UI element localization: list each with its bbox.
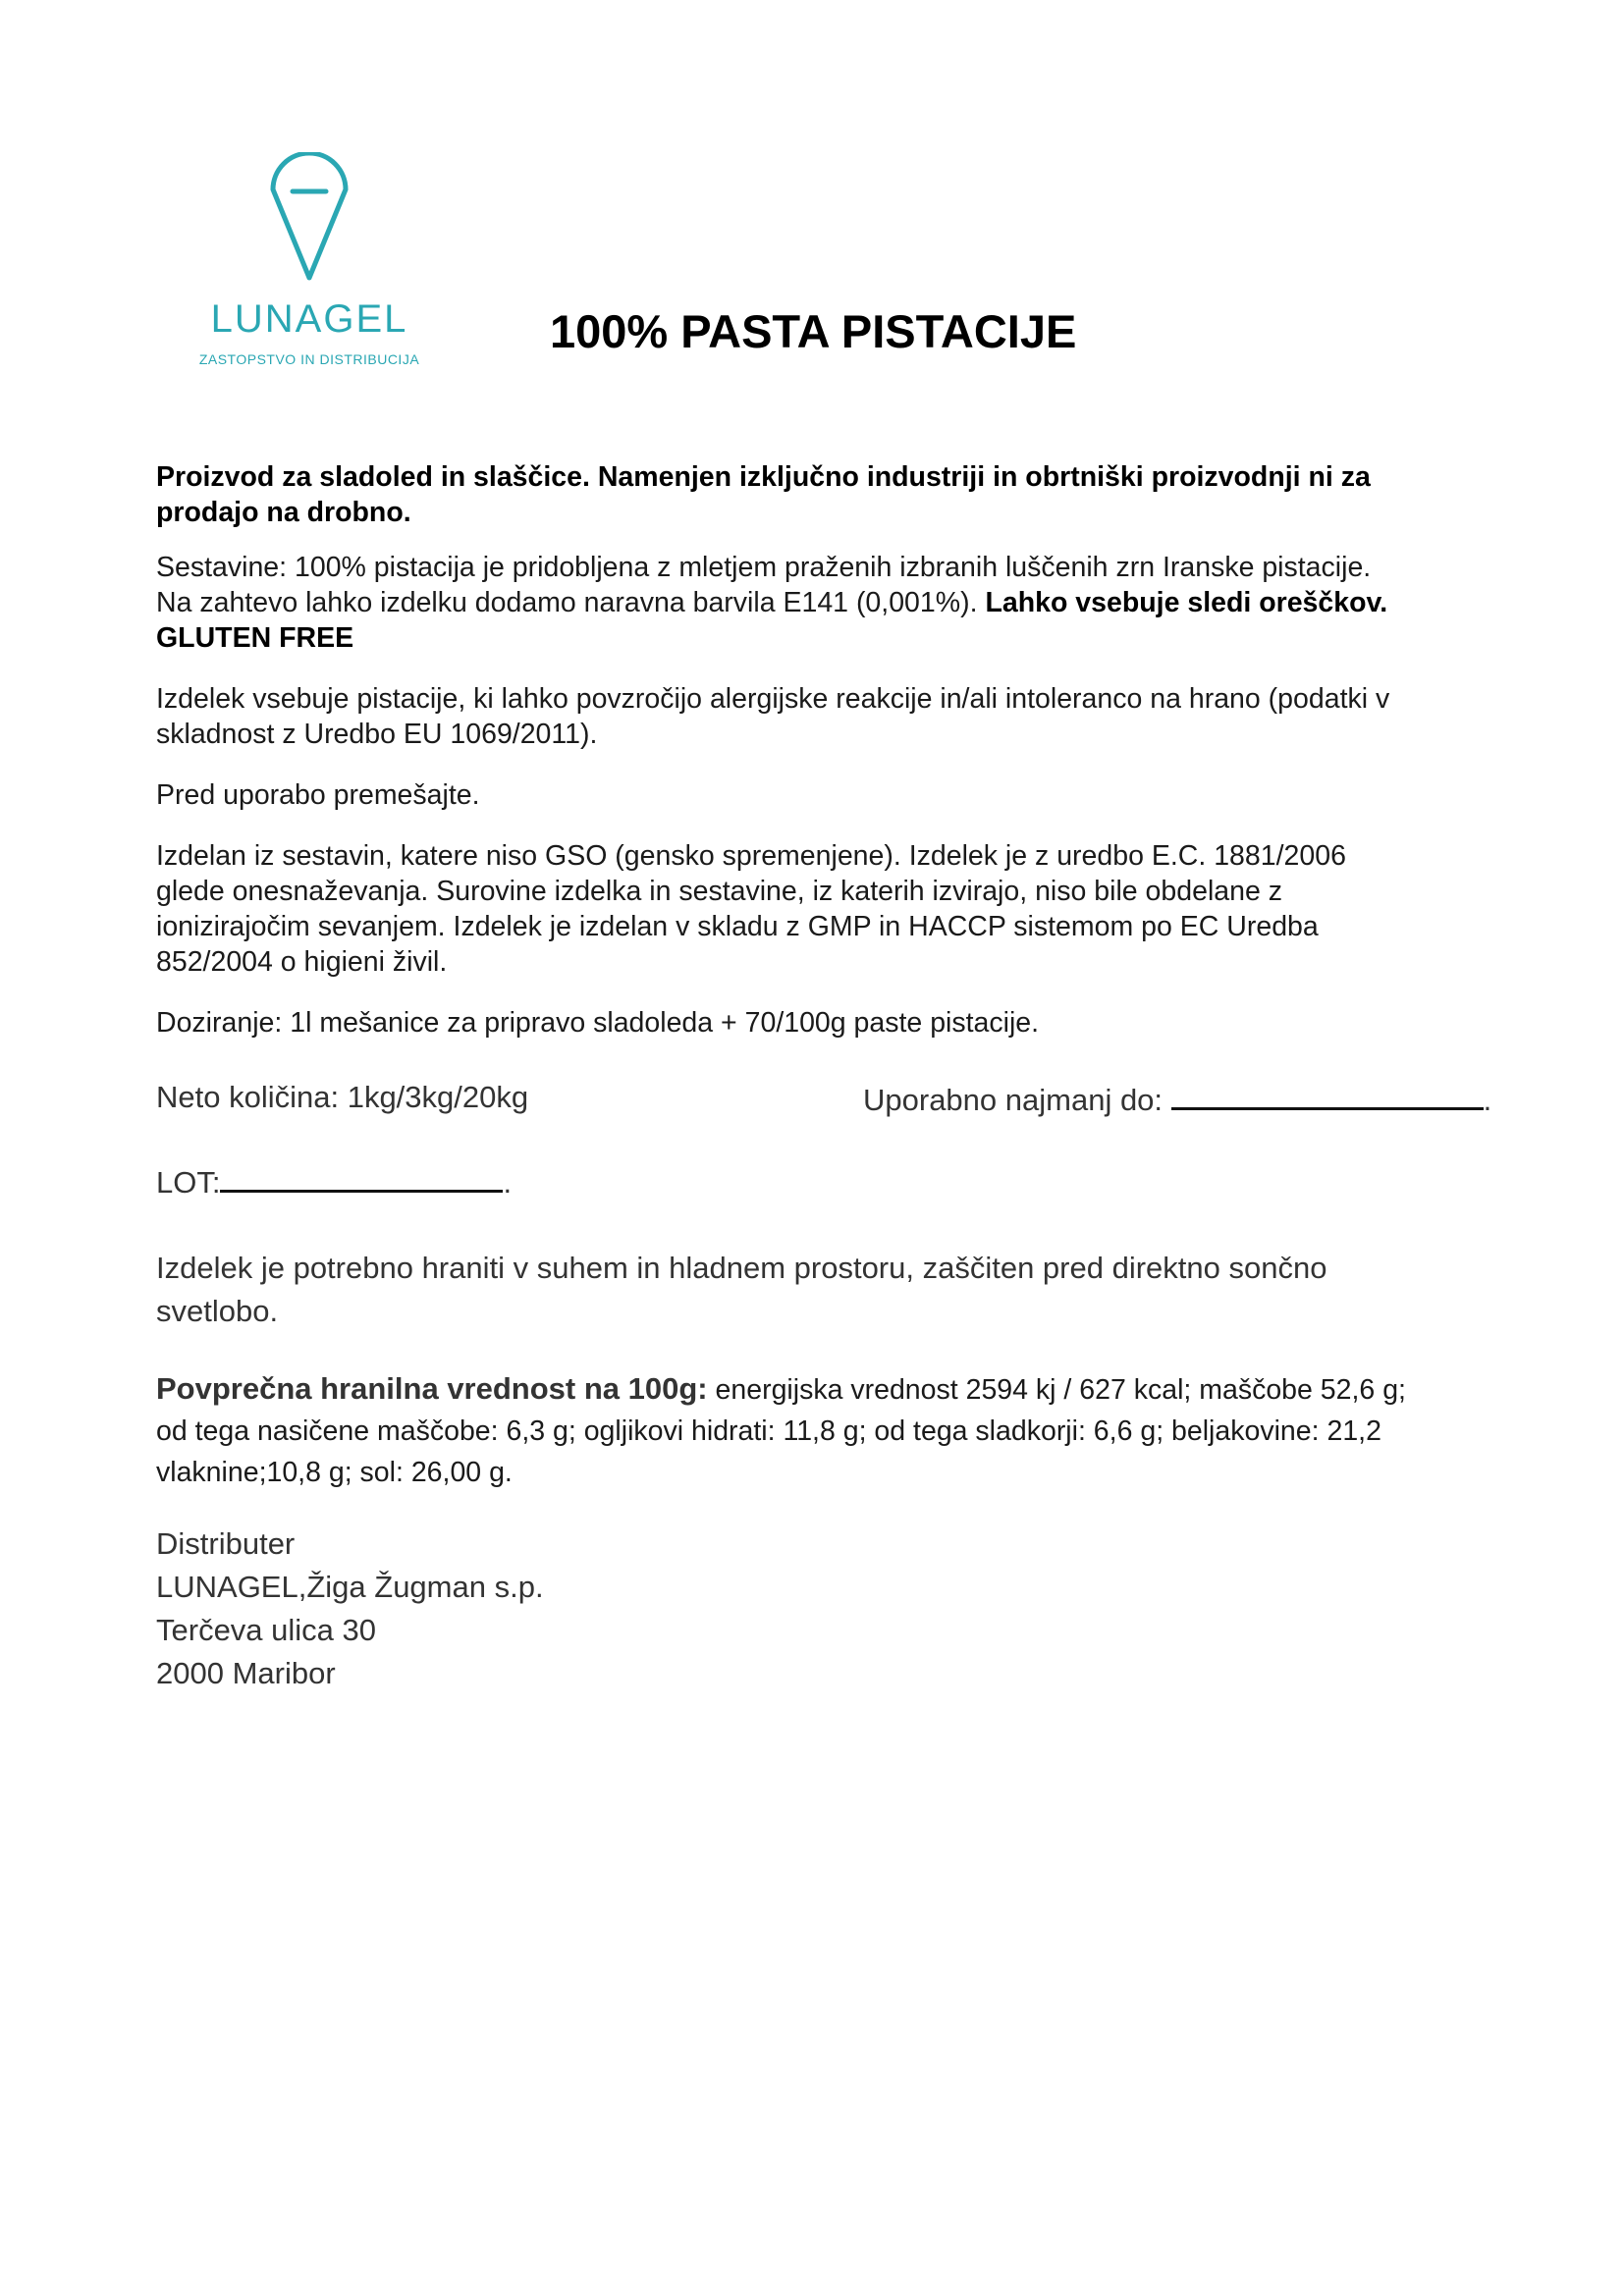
dosage-line: Doziranje: 1l mešanice za pripravo sladoleda + 70/100g paste pistacije. [156,1007,1040,1039]
storage-line: svetlobo. [156,1294,279,1328]
nutrition-line [156,1368,1511,1411]
allergen-paragraph [156,681,1511,752]
allergen-trace-note: Lahko vsebuje sledi oreščkov. [985,587,1388,618]
distributor-block [156,1522,1511,1695]
ingredients-line [156,585,1511,620]
gmo-paragraph [156,838,1511,980]
company-logo [177,152,442,378]
document-body [156,459,1511,1695]
best-before-end: . [1483,1083,1492,1117]
logo-name: LUNAGEL [210,297,408,341]
nutrition-heading: Povprečna hranilna vrednost na 100g: [156,1371,708,1406]
nutrition-values: energijska vrednost 2594 kj / 627 kcal; maščobe 52,6 g; [707,1374,1406,1406]
storage-line: Izdelek je potrebno hraniti v suhem in hladnem prostoru, zaščiten pred direktno sončno [156,1251,1327,1285]
allergen-line: skladnost z Uredbo EU 1069/2011). [156,719,598,750]
mix-instruction [156,777,1511,813]
logo-tagline: ZASTOPSTVO IN DISTRIBUCIJA [198,351,420,367]
gluten-free-note: GLUTEN FREE [156,622,354,654]
intro-paragraph [156,459,1511,530]
best-before-label: Uporabno najmanj do: [863,1083,1171,1117]
gmo-line: glede onesnaževanja. Surovine izdelka in sestavine, iz katerih izvirajo, niso bile obdelane z [156,876,1283,907]
nutrition-paragraph [156,1368,1511,1493]
gmo-line: ionizirajočim sevanjem. Izdelek je izdelan v skladu z GMP in HACCP sistemom po EC Uredba [156,911,1319,942]
intro-line: prodajo na drobno. [156,497,411,528]
quantity-row [156,1078,1511,1117]
distributor-city: 2000 Maribor [156,1656,336,1690]
gmo-line: Izdelan iz sestavin, katere niso GSO (gensko spremenjene). Izdelek je z uredbo E.C. 1881/2006 [156,840,1346,872]
nutrition-line: od tega nasičene maščobe: 6,3 g; ogljikovi hidrati: 11,8 g; od tega sladkorji: 6,6 g; beljakovine: 21,2 [156,1415,1381,1447]
best-before-blank [1171,1078,1484,1110]
page-title: 100% PASTA PISTACIJE [550,305,1077,357]
ice-cream-cone-icon [265,152,353,285]
lot-row [156,1160,1511,1200]
dosage-paragraph [156,1005,1511,1041]
ingredients-paragraph [156,550,1511,656]
gmo-line: 852/2004 o higieni živil. [156,946,448,978]
allergen-line: Izdelek vsebuje pistacije, ki lahko povzročijo alergijske reakcije in/ali intoleranco na hrano (podatki v [156,683,1390,715]
distributor-name: LUNAGEL,Žiga Žugman s.p. [156,1570,544,1604]
lot-end: . [503,1165,513,1200]
net-quantity: Neto količina: 1kg/3kg/20kg [156,1080,529,1114]
lot-label: LOT: [156,1165,221,1200]
lot-blank [220,1160,503,1193]
distributor-label: Distributer [156,1526,296,1561]
intro-line: Proizvod za sladoled in slaščice. Namenjen izključno industriji in obrtniški proizvodnji ni za [156,461,1371,493]
best-before [863,1078,1491,1120]
ingredients-text: Na zahtevo lahko izdelku dodamo naravna barvila E141 (0,001%). [156,587,986,618]
ingredients-line: Sestavine: 100% pistacija je pridobljena z mletjem praženih izbranih luščenih zrn Iranske pistacije. [156,552,1372,583]
nutrition-line: vlaknine;10,8 g; sol: 26,00 g. [156,1457,513,1488]
mix-line: Pred uporabo premešajte. [156,779,480,811]
storage-paragraph [156,1247,1511,1333]
distributor-street: Terčeva ulica 30 [156,1613,377,1647]
